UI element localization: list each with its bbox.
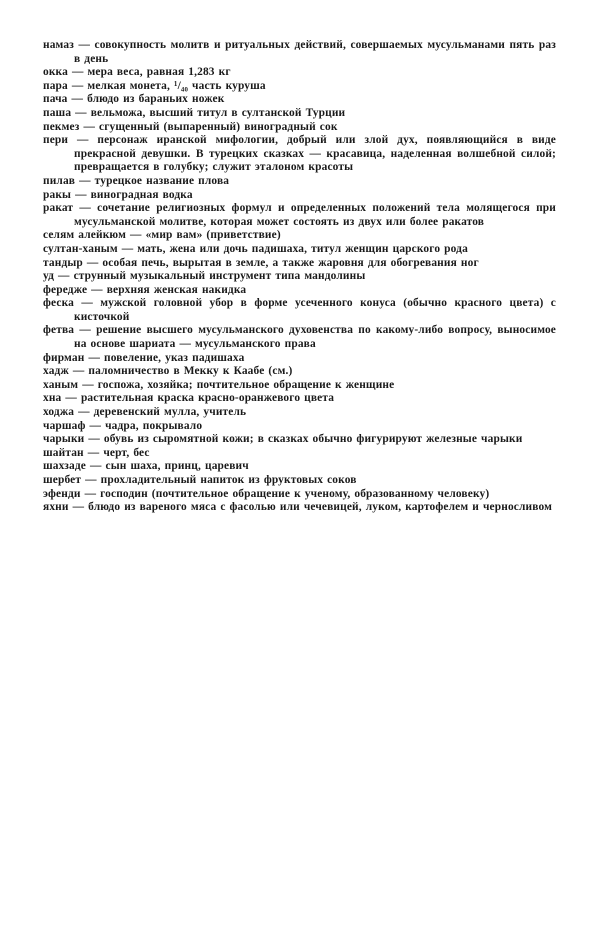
glossary-term: пара	[43, 79, 68, 92]
glossary-term: пача	[43, 93, 68, 106]
glossary-term: шербет	[43, 474, 82, 486]
glossary-entry	[43, 324, 556, 351]
glossary-entry	[43, 406, 556, 420]
glossary-definition: — турецкое название плова	[75, 174, 230, 187]
glossary-entry	[43, 121, 556, 135]
glossary-definition: — растительная краска красно-оранжевого цвета	[61, 392, 335, 405]
glossary-entry	[43, 460, 556, 474]
glossary-entry	[43, 392, 556, 406]
glossary-definition: — блюдо из бараньих ножек	[67, 93, 225, 106]
glossary-entry	[43, 134, 556, 175]
glossary-entry	[43, 257, 556, 271]
glossary-entry	[43, 80, 556, 94]
glossary-term: селям алейкюм	[43, 229, 127, 242]
glossary-list	[43, 39, 556, 515]
glossary-term: шайтан	[43, 446, 84, 459]
glossary-term: эфенди	[43, 487, 81, 500]
glossary-term: ракат	[43, 202, 74, 215]
glossary-entry	[43, 66, 556, 80]
glossary-definition: — «мир вам» (приветствие)	[126, 229, 281, 242]
glossary-definition: — виноградная водка	[71, 188, 193, 201]
glossary-definition: — чадра, покрывало	[85, 419, 203, 432]
glossary-entry	[43, 488, 556, 502]
glossary-term: чаршаф	[43, 419, 86, 432]
glossary-term: хадж	[43, 365, 69, 378]
glossary-term: пекмез	[43, 120, 80, 133]
glossary-term: чарыки	[43, 433, 85, 446]
glossary-entry	[43, 93, 556, 107]
glossary-definition: — особая печь, вырытая в земле, а также жаровня для обогревания ног	[82, 256, 479, 269]
glossary-entry	[43, 270, 556, 284]
glossary-entry	[43, 297, 556, 324]
glossary-definition: — струнный музыкальный инструмент типа мандолины	[54, 270, 366, 283]
glossary-term: уд	[43, 270, 55, 283]
glossary-term: ханым	[43, 378, 79, 391]
glossary-entry	[43, 447, 556, 461]
glossary-term: намаз	[43, 39, 74, 51]
glossary-entry	[43, 352, 556, 366]
glossary-definition: — мужской головной убор в форме усеченного конуса (обычно красного цвета) с кисточкой	[73, 297, 556, 323]
glossary-definition: — прохладительный напиток из фруктовых соков	[81, 474, 357, 486]
glossary-entry	[43, 284, 556, 298]
glossary-entry	[43, 229, 556, 243]
glossary-term: шахзаде	[43, 460, 86, 473]
glossary-entry	[43, 365, 556, 379]
glossary-definition: — совокупность молитв и ритуальных действий, совершаемых мусульманами пять раз в день	[73, 39, 556, 65]
glossary-definition: — сочетание религиозных формул и определенных положений тела молящегося при мусульманской молитве, которая может состоять из двух или более ракатов	[73, 202, 556, 228]
glossary-term: фетва	[43, 324, 75, 337]
glossary-definition: — повеление, указ падишаха	[84, 351, 245, 364]
glossary-entry	[43, 107, 556, 121]
glossary-entry	[43, 175, 556, 189]
glossary-definition: — сын шаха, принц, царевич	[86, 460, 249, 473]
glossary-term: феска	[43, 297, 74, 310]
glossary-definition: — верхняя женская накидка	[87, 283, 247, 296]
glossary-term: пилав	[43, 174, 76, 187]
glossary-term: яхни	[43, 501, 69, 514]
glossary-entry	[43, 39, 556, 66]
glossary-entry	[43, 501, 556, 515]
glossary-entry	[43, 202, 556, 229]
glossary-term: фередже	[43, 283, 88, 296]
glossary-term: хна	[43, 392, 62, 405]
glossary-entry	[43, 243, 556, 257]
glossary-definition: — вельможа, высший титул в султанской Турции	[71, 106, 346, 119]
glossary-term: ракы	[43, 188, 72, 201]
glossary-term: ходжа	[43, 406, 75, 419]
glossary-term: тандыр	[43, 256, 83, 269]
glossary-definition: — госпожа, хозяйка; почтительное обращение к женщине	[78, 378, 395, 391]
glossary-term: паша	[43, 106, 72, 119]
glossary-definition: — черт, бес	[83, 446, 150, 459]
glossary-definition: — мера веса, равная 1,283 кг	[67, 66, 231, 79]
glossary-definition: — паломничество в Мекку к Каабе (см.)	[68, 365, 293, 378]
glossary-definition: — персонаж иранской мифологии, добрый или злой дух, появляющийся в виде прекрасной девушки. В турецких сказках — красавица, наделенная волшебной силой; превращается в голубку; служит эталоном красоты	[68, 134, 556, 174]
glossary-entry	[43, 379, 556, 393]
glossary-definition: — решение высшего мусульманского духовенства по какому-либо вопросу, выносимое на основе шариата — мусульманского права	[74, 324, 556, 351]
glossary-definition: — деревенский мулла, учитель	[74, 406, 247, 419]
glossary-term: окка	[43, 66, 68, 79]
glossary-definition: — обувь из сыромятной кожи; в сказках обычно фигурируют железные чарыки	[84, 433, 523, 446]
glossary-entry	[43, 420, 556, 434]
glossary-entry	[43, 474, 556, 488]
glossary-definition: — мать, жена или дочь падишаха, титул женщин царского рода	[117, 242, 468, 255]
glossary-entry	[43, 189, 556, 203]
glossary-definition: — мелкая монета, ¹/₄₀ часть куруша	[67, 79, 266, 92]
glossary-definition: — блюдо из вареного мяса с фасолью или чечевицей, луком, картофелем и черносливом	[68, 501, 553, 514]
glossary-entry	[43, 433, 556, 447]
glossary-term: фирман	[43, 351, 85, 364]
glossary-definition: — сгущенный (выпаренный) виноградный сок	[79, 120, 338, 133]
glossary-term: султан-ханым	[43, 242, 118, 255]
glossary-term: пери	[43, 134, 69, 147]
glossary-definition: — господин (почтительное обращение к ученому, образованному человеку)	[80, 487, 490, 500]
